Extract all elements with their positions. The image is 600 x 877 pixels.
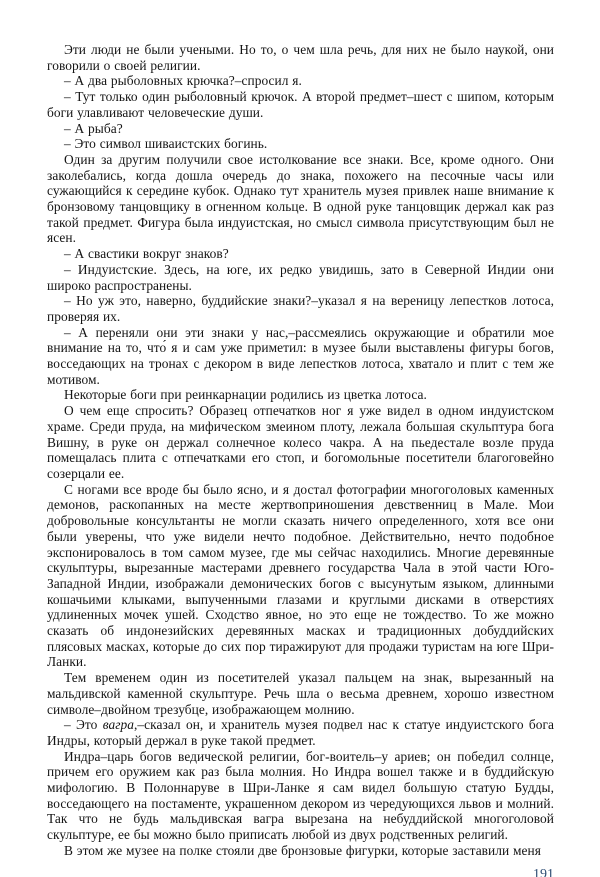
vagra-italic-term: вагра (102, 717, 134, 733)
paragraph-dialog: – Но уж это, наверно, буддийские знаки?–указал я на вереницу лепестков лотоса, проверяя их. (47, 293, 554, 324)
paragraph-dialog: – А два рыболовных крючка?–спросил я. (64, 73, 302, 89)
paragraph-dialog: – А переняли они эти знаки у нас,–рассмеялись окружающие и обратили мое внимание на то, что́ я и сам уже приметил: в музее были выставлены фигуры богов, восседающих на тронах с декором в виде лепестков лотоса, хватало и плит с тем же мотивом. (47, 324, 554, 387)
paragraph: О чем еще спросить? Образец отпечатков ног я уже видел в одном индуистском храме. Среди пруда, на мифическом змеином плоту, лежала большая скульптура бога Вишну, в руке он держал солнечное колесо чакра. А на пьедестале возле пруда помещалась плита с отпечатками его стоп, и богомольные посетители благоговейно созерцали ее. (47, 403, 554, 481)
paragraph: Один за другим получили свое истолкование все знаки. Все, кроме одного. Они заколебались, когда дошла очередь до знака, похожего на песочные часы или сужающийся к середине кубок. Однако тут хранитель музея привлек наше внимание к бронзовому танцовщику в огненном кольце. В одной руке танцовщик держал как раз такой предмет. Фигура была индуистская, но смысл символа присутствующим был не ясен. (47, 151, 554, 246)
paragraph-dialog: – А свастики вокруг знаков? (64, 246, 229, 262)
paragraph: Эти люди не были учеными. Но то, о чем шла речь, для них не было наукой, они говорили о своей религии. (47, 42, 554, 73)
paragraph-dialog-vagra (47, 717, 554, 748)
page-number: 191 (533, 866, 554, 877)
paragraph: С ногами все вроде бы было ясно, и я достал фотографии многоголовых каменных демонов, раскопанных на месте жертвоприношения девственниц в Мале. Мои добровольные консультанты не могли сказать ничего определенного, хотя все они были уверены, что уже видели нечто подобное. Действительно, нечто подобное экспонировалось в том самом музее, где мы сейчас находились. Многие деревянные скульптуры, вырезанные мастерами древнего государства Чала в этой части Юго-Западной Индии, изображали демонических богов с высунутым языком, длинными кошачьими клыками, выпученными глазами и круглыми дисками в отверстиях удлиненных мочек ушей. Сходство явное, но это еще не тождество. То же можно сказать об индонезийских деревянных масках и традиционных добуддийских плясовых масках, которые до сих пор тиражируют для продажи туристам на юге Шри-Ланки. (47, 481, 554, 670)
paragraph: Индра–царь богов ведической религии, бог-воитель–у ариев; он победил солнце, причем его оружием как раз была молния. Но Индра вошел также и в буддийскую мифологию. В Полоннаруве в Шри-Ланке я сам видел большую статую Будды, восседающего на постаменте, украшенном декором из чередующихся львов и молний. Так что не будь мальдивская вагра вырезана на небуддийской многоголовой скульптуре, ее бы можно было приписать любой из двух родственных религий. (47, 748, 554, 843)
paragraph: В этом же музее на полке стояли две бронзовые фигурки, которые заставили меня (64, 842, 541, 858)
paragraph: Некоторые боги при реинкарнации родились из цветка лотоса. (64, 387, 427, 403)
text-column (47, 42, 554, 859)
paragraph: Тем временем один из посетителей указал пальцем на знак, вырезанный на мальдивской каменной скульптуре. Речь шла о весьма древнем, хорошо известном символе–двойном трезубце, изображающем молнию. (47, 670, 554, 717)
paragraph-dialog: – Тут только один рыболовный крючок. А второй предмет–шест с шипом, которым боги улавливают человеческие души. (47, 89, 554, 120)
paragraph-dialog: – Это символ шиваистских богинь. (64, 136, 268, 152)
vagra-prefix: – Это (64, 717, 103, 733)
paragraph-dialog: – А рыба? (64, 120, 123, 136)
vagra-suffix: ,–сказал он, и хранитель музея подвел нас к статуе индуистского бога Индры, который держал в руке такой предмет. (47, 717, 555, 748)
paragraph-dialog: – Индуистские. Здесь, на юге, их редко увидишь, зато в Северной Индии они широко распространены. (47, 261, 554, 293)
